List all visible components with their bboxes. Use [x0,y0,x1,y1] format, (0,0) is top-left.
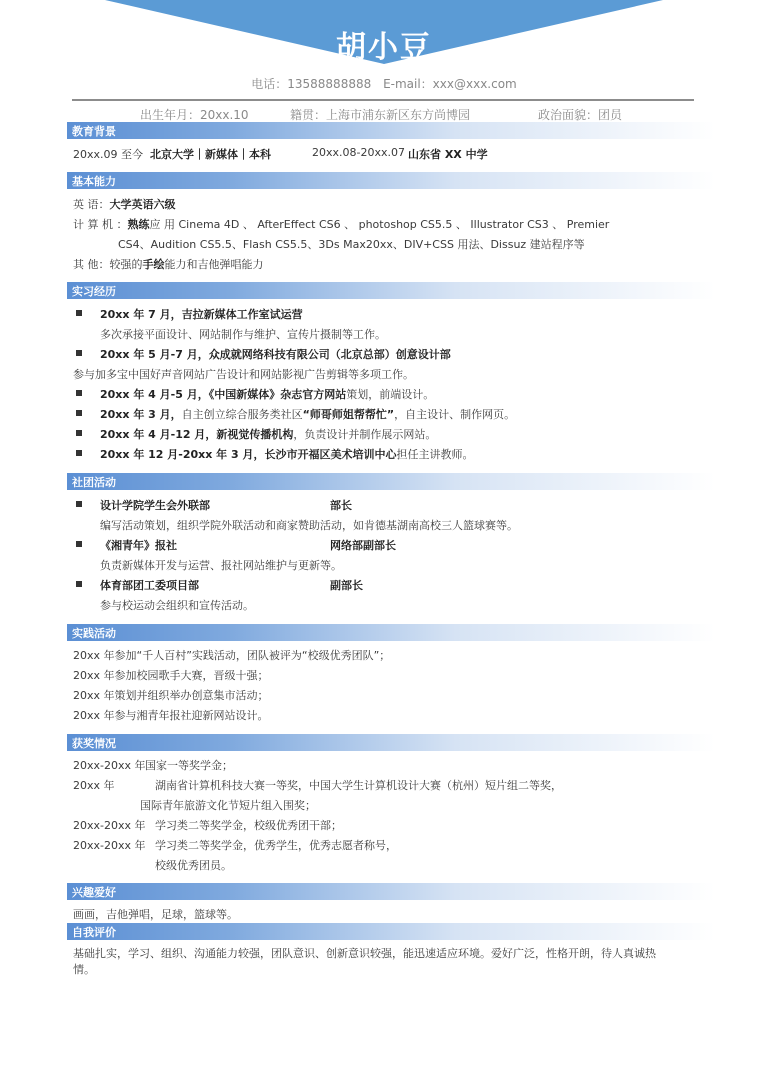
hometown: 籍贯：上海市浦东新区东方尚博园 [290,108,471,122]
education-period-2: 20xx.08-20xx.07 [312,146,405,159]
internship-3-bold: 20xx 年 4 月-5 月，《中国新媒体》杂志官方网站 [100,388,347,401]
award-2-year: 20xx 年 [73,779,115,792]
internship-5-bold: 20xx 年 4 月-12 月，新视觉传播机构 [100,428,294,441]
phone: 电话：13588888888 [251,77,372,91]
section-header-awards [67,734,715,751]
skill-computer-text: 应 用 Cinema 4D 、 AfterEffect CS6 、 photoshop CS5.5 、 Illustrator CS3 、 Premier [149,218,610,231]
section-title: 社团活动 [72,476,116,489]
award-2-text: 湖南省计算机科技大赛一等奖，中国大学生计算机设计大赛（杭州）短片组二等奖， [155,779,562,792]
internship-3 [100,386,434,402]
skill-computer-cont: CS4、Audition CS5.5、Flash CS5.5、3Ds Max20xx、DIV+CSS 用法、Dissuz 建站程序等 [118,238,585,251]
contact-line [0,75,768,92]
internship-2-desc: 参与加多宝中国好声音网站广告设计和网站影视广告剪辑等多项工作。 [73,368,414,381]
internship-5-text: ，负责设计并制作展示网站。 [293,428,437,441]
resume-name: 胡小豆 [336,30,432,65]
award-4-year: 20xx-20xx 年 [73,839,146,852]
education-school-1: 北京大学｜新媒体｜本科 [150,148,271,161]
internship-1-desc: 多次承接平面设计、网站制作与维护、宣传片摄制等工作。 [100,328,386,341]
internship-4 [100,406,515,422]
section-title: 实习经历 [72,285,116,298]
skill-other-pre: 较强的 [109,258,143,271]
internship-1-title: 20xx 年 7 月，吉拉新媒体工作室试运营 [100,308,303,321]
section-header-internship [67,282,715,299]
section-title: 获奖情况 [72,737,116,750]
internship-4-bold: 20xx 年 3 月， [100,408,182,421]
self-eval-line-2: 情。 [73,963,95,976]
award-2-text-cont: 国际青年旅游文化节短片组入围奖； [140,799,316,812]
club-1-desc: 编写活动策划，组织学院外联活动和商家赞助活动，如肯德基湖南高校三人篮球赛等。 [100,519,518,532]
section-header-self [67,923,715,940]
section-header-skills [67,172,715,189]
internship-6 [100,446,474,462]
bullet-icon [76,310,82,316]
bullet-icon [76,410,82,416]
award-3-text: 学习类二等奖学金，校级优秀团干部； [155,819,342,832]
section-header-hobbies [67,883,715,900]
award-1-text: 国家一等奖学金； [145,759,233,772]
award-4-text-cont: 校级优秀团员。 [155,859,232,872]
bullet-icon [76,450,82,456]
education-school-2: 山东省 XX 中学 [408,148,488,161]
bullet-icon [76,430,82,436]
section-title: 兴趣爱好 [72,886,116,899]
section-title: 实践活动 [72,627,116,640]
internship-6-bold: 20xx 年 12 月-20xx 年 3 月，长沙市开福区美术培训中心 [100,448,397,461]
skill-computer-bold: 熟练 [127,218,150,231]
practice-item-4: 20xx 年参与湘青年报社迎新网站设计。 [73,709,269,722]
section-header-practice [67,624,715,641]
section-header-education [67,122,715,139]
skill-other-bold: 手绘 [142,258,165,271]
bullet-icon [76,501,82,507]
award-3-year: 20xx-20xx 年 [73,819,146,832]
practice-item-1: 20xx 年参加“千人百村”实践活动，团队被评为“校级优秀团队”； [73,649,391,662]
bullet-icon [76,350,82,356]
section-title: 教育背景 [72,125,116,138]
award-1-year: 20xx-20xx 年 [73,759,146,772]
internship-4-text2: ，自主设计、制作网页。 [394,408,516,421]
club-3-role: 副部长 [330,579,363,592]
self-eval-line-1: 基础扎实，学习、组织、沟通能力较强，团队意识、创新意识较强，能迅速适应环境。爱好广泛，性格开朗，待人真诚热 [73,947,656,960]
club-3-desc: 参与校运动会组织和宣传活动。 [100,599,254,612]
header-divider [72,99,694,101]
club-2-name: 《湘青年》报社 [100,539,177,552]
section-title: 自我评价 [72,926,116,939]
club-1-role: 部长 [330,499,352,512]
internship-4-bold2: “师哥师姐帮帮忙” [302,408,395,421]
club-2-desc: 负责新媒体开发与运营、报社网站维护与更新等。 [100,559,342,572]
internship-4-text1: 自主创立综合服务类社区 [181,408,303,421]
internship-2-title: 20xx 年 5 月-7 月，众成就网络科技有限公司（北京总部）创意设计部 [100,348,451,361]
birth-date: 出生年月：20xx.10 [140,108,249,122]
section-header-clubs [67,473,715,490]
skill-english-value: 大学英语六级 [109,198,176,211]
skill-computer-label: 计 算 机 ： [73,218,128,231]
bullet-icon [76,390,82,396]
skill-other-label: 其 他： [73,258,110,271]
education-period-1: 20xx.09 至今 [73,148,144,161]
practice-item-3: 20xx 年策划并组织举办创意集市活动； [73,689,269,702]
award-4-text: 学习类二等奖学金，优秀学生，优秀志愿者称号， [155,839,397,852]
skill-english-label: 英 语： [73,198,110,211]
practice-item-2: 20xx 年参加校园歌手大赛，晋级十强； [73,669,269,682]
email: E-mail：xxx@xxx.com [383,77,517,91]
club-3-name: 体育部团工委项目部 [100,579,199,592]
internship-5 [100,426,436,442]
section-title: 基本能力 [72,175,116,188]
hobbies-text: 画画，吉他弹唱，足球，篮球等。 [73,908,238,921]
political-status: 政治面貌：团员 [538,108,623,122]
skill-other [73,256,264,272]
bullet-icon [76,541,82,547]
skill-english [73,196,176,212]
internship-6-text: 担任主讲教师。 [396,448,474,461]
skill-computer [73,216,609,232]
club-1-name: 设计学院学生会外联部 [100,499,210,512]
internship-3-text: 策划，前端设计。 [346,388,435,401]
skill-other-post: 能力和吉他弹唱能力 [164,258,264,271]
club-2-role: 网络部副部长 [330,539,396,552]
bullet-icon [76,581,82,587]
